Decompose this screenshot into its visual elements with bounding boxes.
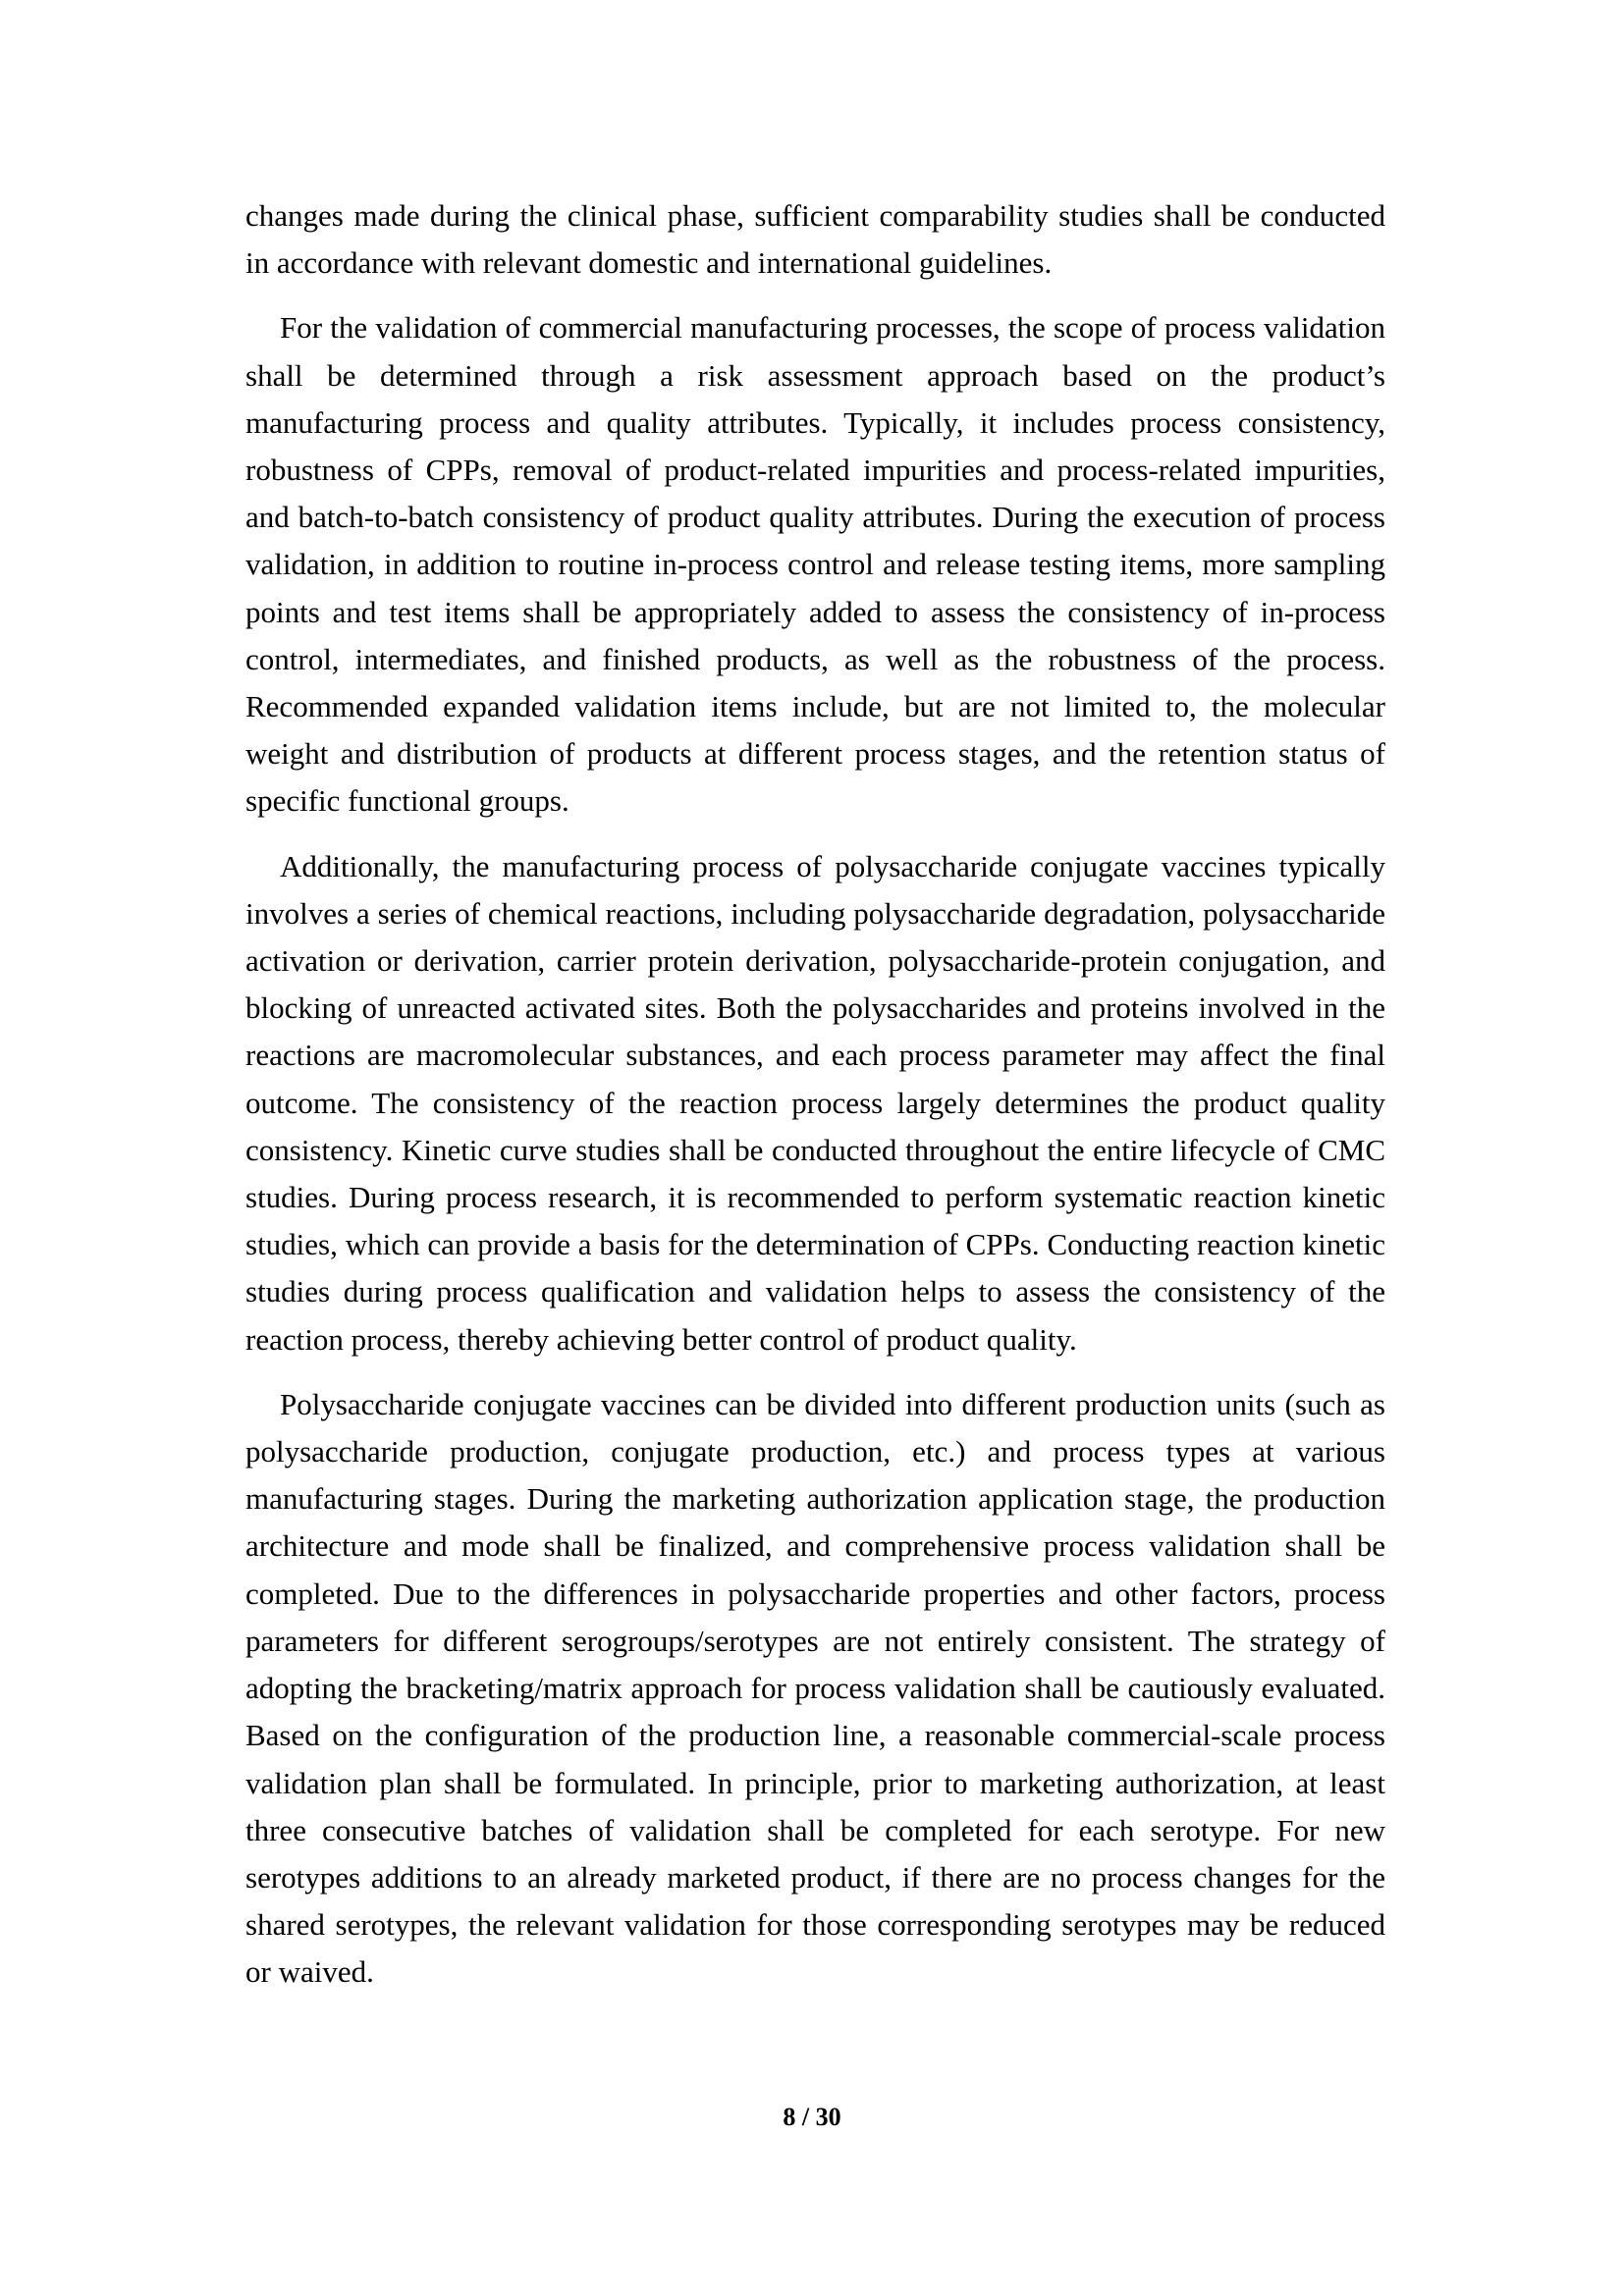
paragraph-commercial-process-validation: For the validation of commercial manufacturing processes, the scope of process validation shall be determined through a risk assessment approach based on the product’s manufacturing process and quality attributes. Typically, it includes process consistency, robustness of CPPs, removal of product-related impurities and process-related impurities, and batch-to-batch consistency of product quality attributes. During the execution of process validation, in addition to routine in-process control and release testing items, more sampling points and test items shall be appropriately added to assess the consistency of in-process control, intermediates, and finished products, as well as the robustness of the process. Recommended expanded validation items include, but are not limited to, the molecular weight and distribution of products at different process stages, and the retention status of specific functional groups. <box>245 310 1385 819</box>
paragraph-reaction-kinetics: Additionally, the manufacturing process of polysaccharide conjugate vaccines typically involves a series of chemical reactions, including polysaccharide degradation, polysaccharide activation or derivation, carrier protein derivation, polysaccharide-protein conjugation, and blocking of unreacted activated sites. Both the polysaccharides and proteins involved in the reactions are macromolecular substances, and each process parameter may affect the final outcome. The consistency of the reaction process largely determines the product quality consistency. Kinetic curve studies shall be conducted throughout the entire lifecycle of CMC studies. During process research, it is recommended to perform systematic reaction kinetic studies, which can provide a basis for the determination of CPPs. Conducting reaction kinetic studies during process qualification and validation helps to assess the consistency of the reaction process, thereby achieving better control of product quality. <box>245 848 1385 1357</box>
document-body <box>245 192 1385 2014</box>
paragraph-comparability-continuation: changes made during the clinical phase, sufficient comparability studies shall be conducted in accordance with relevant domestic and international guidelines. <box>245 198 1385 281</box>
page-number: 8 / 30 <box>783 2103 841 2131</box>
paragraph-production-units: Polysaccharide conjugate vaccines can be divided into different production units (such as polysaccharide production, conjugate production, etc.) and process types at various manufacturing stages. During the marketing authorization application stage, the production architecture and mode shall be finalized, and comprehensive process validation shall be completed. Due to the differences in polysaccharide properties and other factors, process parameters for different serogroups/serotypes are not entirely consistent. The strategy of adopting the bracketing/matrix approach for process validation shall be cautiously evaluated. Based on the configuration of the production line, a reasonable commercial-scale process validation plan shall be formulated. In principle, prior to marketing authorization, at least three consecutive batches of validation shall be completed for each serotype. For new serotypes additions to an already marketed product, if there are no process changes for the shared serotypes, the relevant validation for those corresponding serotypes may be reduced or waived. <box>245 1386 1385 1990</box>
